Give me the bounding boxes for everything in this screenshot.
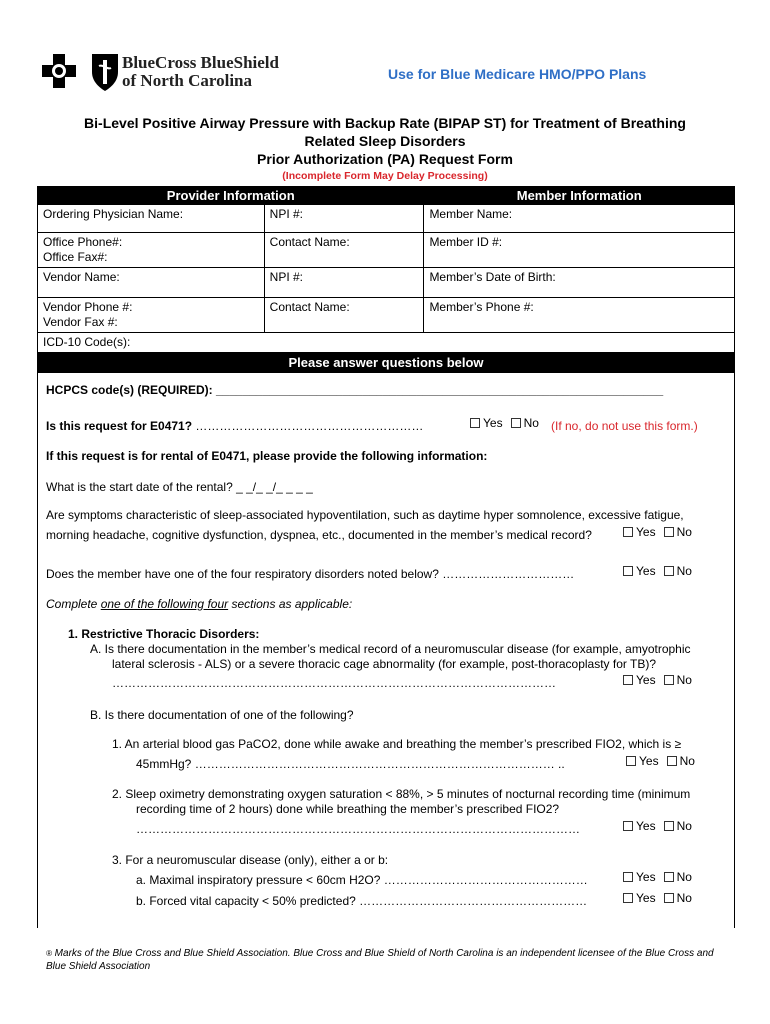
section-1a-line-2: lateral sclerosis - ALS) or a severe thoracic cage abnormality (for example, post-thoracoplasty for TB)?: [112, 657, 657, 671]
complete-post: sections as applicable:: [228, 597, 353, 611]
yes-label: Yes: [636, 525, 656, 539]
complete-instruction: [46, 597, 352, 612]
section-1b1-no-checkbox[interactable]: [667, 756, 677, 766]
section-1b3b-yes-no: [623, 891, 692, 906]
title-line-3: Prior Authorization (PA) Request Form: [257, 151, 513, 167]
vendor-phone-fax-field[interactable]: [38, 298, 265, 333]
section-1b1-line-1: 1. An arterial blood gas PaCO2, done while awake and breathing the member’s prescribed FIO2, which is ≥: [112, 737, 682, 751]
incomplete-warning: (Incomplete Form May Delay Processing): [282, 170, 488, 182]
disorders-question: Does the member have one of the four respiratory disorders noted below? ……………………………: [46, 567, 575, 581]
section-1-title: 1. Restrictive Thoracic Disorders:: [68, 627, 260, 641]
rental-start-date-field[interactable]: What is the start date of the rental? _ _/_ _/_ _ _ _: [46, 480, 313, 494]
no-label: No: [676, 564, 692, 578]
section-1b1-yes-checkbox[interactable]: [626, 756, 636, 766]
plan-note: Use for Blue Medicare HMO/PPO Plans: [388, 66, 647, 82]
section-1a-dots: …………………………………………………………………………………………………: [112, 676, 556, 690]
title-line-1: Bi-Level Positive Airway Pressure with Backup Rate (BIPAP ST) for Treatment of Breathing: [84, 115, 686, 131]
section-1b3b-yes-checkbox[interactable]: [623, 893, 633, 903]
no-label: No: [676, 673, 692, 687]
header: [42, 48, 732, 98]
office-phone-label: Office Phone#:: [43, 235, 123, 249]
section-1b-question: B. Is there documentation of one of the following?: [90, 708, 354, 722]
symptoms-yes-no: [623, 525, 692, 540]
e0471-question: Is this request for E0471? …………………………………………………: [46, 419, 424, 433]
member-info-header: Member Information: [424, 187, 735, 205]
section-1b2-line-1: 2. Sleep oximetry demonstrating oxygen saturation < 88%, > 5 minutes of nocturnal recording time (minimum: [112, 787, 691, 801]
section-1b3-question: 3. For a neuromuscular disease (only), either a or b:: [112, 853, 389, 867]
vendor-name-field[interactable]: Vendor Name:: [38, 268, 265, 298]
symptoms-yes-checkbox[interactable]: [623, 527, 633, 537]
brand-line-1: BlueCross BlueShield: [122, 53, 279, 72]
e0471-note: (If no, do not use this form.): [551, 419, 698, 433]
section-1b3a-yes-checkbox[interactable]: [623, 872, 633, 882]
no-label: No: [523, 416, 539, 430]
section-1a-line-1: A. Is there documentation in the member’s medical record of a neuromuscular disease (for example, amyotrophic: [90, 642, 691, 656]
symptoms-question-line-1: Are symptoms characteristic of sleep-associated hypoventilation, such as daytime hyper somnolence, excessive fatigue,: [46, 508, 684, 522]
section-1b2-no-checkbox[interactable]: [664, 821, 674, 831]
section-1a-yes-checkbox[interactable]: [623, 675, 633, 685]
contact-name-field-2[interactable]: Contact Name:: [264, 298, 424, 333]
section-1b3a-yes-no: [623, 870, 692, 885]
section-1b3b-question: b. Forced vital capacity < 50% predicted? …………………………………………………: [136, 894, 588, 908]
disorders-no-checkbox[interactable]: [664, 566, 674, 576]
blue-cross-logo-icon: [42, 54, 76, 88]
yes-label: Yes: [636, 564, 656, 578]
no-label: No: [679, 754, 695, 768]
contact-name-field-1[interactable]: Contact Name:: [264, 233, 424, 268]
vendor-fax-label: Vendor Fax #:: [43, 315, 118, 329]
no-label: No: [676, 891, 692, 905]
e0471-no-checkbox[interactable]: [511, 418, 521, 428]
office-fax-label: Office Fax#:: [43, 250, 108, 264]
provider-member-table: [37, 186, 735, 353]
yes-label: Yes: [636, 870, 656, 884]
title-line-2: Related Sleep Disorders: [304, 133, 466, 149]
brand-line-2: of North Carolina: [122, 71, 253, 90]
provider-info-header: Provider Information: [38, 187, 424, 205]
npi-field-1[interactable]: NPI #:: [264, 205, 424, 233]
e0471-yes-no: [470, 416, 539, 431]
disorders-yes-no: [623, 564, 692, 579]
no-label: No: [676, 525, 692, 539]
symptoms-question-line-2: morning headache, cognitive dysfunction, dyspnea, etc., documented in the member’s medical record?: [46, 528, 592, 542]
footer-text: Marks of the Blue Cross and Blue Shield Association. Blue Cross and Blue Shield of North Carolina is an independent licensee of the Blue Cross and Blue Shield Association: [46, 948, 714, 972]
yes-label: Yes: [483, 416, 503, 430]
section-1b2-line-2: recording time of 2 hours) done while breathing the member’s prescribed FIO2?: [136, 802, 560, 816]
e0471-dots: …………………………………………………: [195, 419, 424, 433]
member-id-field[interactable]: Member ID #:: [424, 233, 735, 268]
section-1b3b-no-checkbox[interactable]: [664, 893, 674, 903]
section-1b2-yes-checkbox[interactable]: [623, 821, 633, 831]
registered-mark: ®: [46, 949, 52, 958]
section-1b2-dots: …………………………………………………………………………………………………: [136, 822, 580, 836]
section-1b3a-question: a. Maximal inspiratory pressure < 60cm H2O? ……………………………………………: [136, 873, 588, 887]
questions-header: Please answer questions below: [37, 353, 735, 373]
disorders-yes-checkbox[interactable]: [623, 566, 633, 576]
office-phone-fax-field[interactable]: [38, 233, 265, 268]
yes-label: Yes: [636, 891, 656, 905]
section-1a-yes-no: [623, 673, 692, 688]
section-1b1-line-2: 45mmHg? ……………………………………………………………………………… ..: [136, 757, 565, 771]
complete-underlined: one of the following four: [100, 597, 229, 611]
section-1b3a-no-checkbox[interactable]: [664, 872, 674, 882]
no-label: No: [676, 870, 692, 884]
section-1b1-yes-no: [626, 754, 695, 769]
ordering-physician-field[interactable]: Ordering Physician Name:: [38, 205, 265, 233]
member-name-field[interactable]: Member Name:: [424, 205, 735, 233]
npi-field-2[interactable]: NPI #:: [264, 268, 424, 298]
e0471-yes-checkbox[interactable]: [470, 418, 480, 428]
icd10-field[interactable]: ICD-10 Code(s):: [38, 333, 735, 353]
vendor-phone-label: Vendor Phone #:: [43, 300, 133, 314]
symptoms-no-checkbox[interactable]: [664, 527, 674, 537]
yes-label: Yes: [636, 819, 656, 833]
section-1a-no-checkbox[interactable]: [664, 675, 674, 685]
blue-shield-logo-icon: [90, 52, 120, 92]
hcpcs-field[interactable]: HCPCS code(s) (REQUIRED): ___________________________________________________________________: [46, 383, 664, 397]
complete-pre: Complete: [46, 597, 101, 611]
yes-label: Yes: [639, 754, 659, 768]
brand-name: [122, 54, 279, 90]
section-1b2-yes-no: [623, 819, 692, 834]
no-label: No: [676, 819, 692, 833]
form-titles: [0, 114, 770, 182]
member-dob-field[interactable]: Member’s Date of Birth:: [424, 268, 735, 298]
yes-label: Yes: [636, 673, 656, 687]
footer-disclaimer: [46, 947, 736, 973]
member-phone-field[interactable]: Member’s Phone #:: [424, 298, 735, 333]
rental-heading: If this request is for rental of E0471, please provide the following information:: [46, 449, 488, 463]
